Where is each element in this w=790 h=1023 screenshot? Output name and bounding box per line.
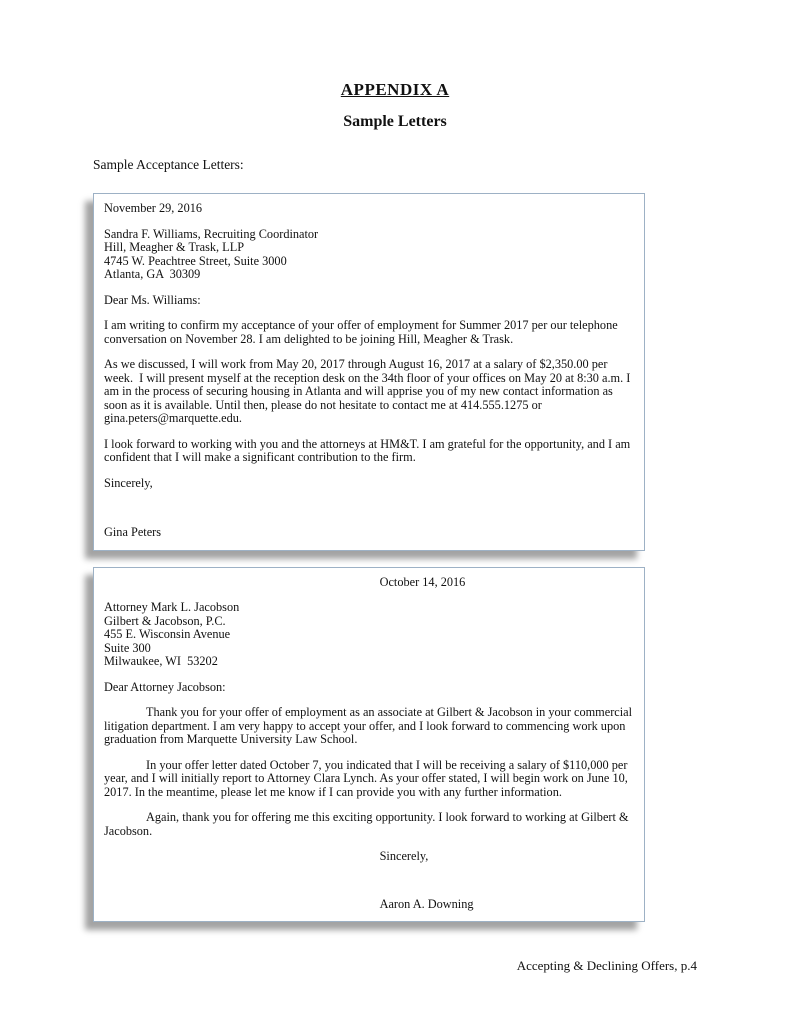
letter2-date: October 14, 2016 — [379, 574, 466, 589]
letter2-paragraph: Thank you for your offer of employment as an associate at Gilbert & Jacobson in your commercial litigation department. I am very happy to accept your offer, and I look forward to commencing work upon graduation from Marquette University Law School. — [104, 705, 636, 746]
letter1-closing: Sincerely, — [104, 475, 153, 490]
acceptance-letter-1 — [93, 193, 645, 551]
letter2-address-line: Milwaukee, WI 53202 — [104, 654, 218, 668]
letter2-address-line: 455 E. Wisconsin Avenue — [104, 627, 231, 641]
section-label: Sample Acceptance Letters: — [93, 157, 244, 172]
letter1-address-line: 4745 W. Peachtree Street, Suite 3000 — [104, 253, 287, 268]
letter1-salutation: Dear Ms. Williams: — [104, 292, 201, 307]
letter1-paragraph: I am writing to confirm my acceptance of your offer of employment for Summer 2017 per our telephone conversation on November 28. I am delighted to be joining Hill, Meagher & Trask. — [104, 318, 621, 346]
letter2-closing: Sincerely, — [379, 849, 429, 863]
letter2-address-block — [104, 601, 634, 669]
letter2-address-line: Gilbert & Jacobson, P.C. — [104, 613, 226, 628]
letter1-address-line: Hill, Meagher & Trask, LLP — [104, 240, 245, 254]
letter1-address-line: Sandra F. Williams, Recruiting Coordinator — [104, 226, 319, 241]
letter1-address-block — [104, 228, 634, 282]
letter2-signature: Aaron A. Downing — [379, 896, 474, 911]
acceptance-letter-2 — [93, 567, 645, 923]
page-footer: Accepting & Declining Offers, p.4 — [516, 958, 697, 973]
letter1-signature: Gina Peters — [104, 525, 162, 539]
letter2-salutation: Dear Attorney Jacobson: — [104, 679, 226, 694]
letter1-date: November 29, 2016 — [104, 201, 203, 215]
letter2-paragraph: In your offer letter dated October 7, you indicated that I will be receiving a salary of $110,000 per year, and I will initially report to Attorney Clara Lynch. As your offer stated, I will begin work on June 10, 2017. In the meantime, please let me know if I can provide you with any further information. — [104, 757, 631, 799]
appendix-title: APPENDIX A — [340, 80, 450, 99]
letter2-address-line: Suite 300 — [104, 640, 151, 655]
letter1-paragraph: I look forward to working with you and the attorneys at HM&T. I am grateful for the opportunity, and I am confident that I will make a significant contribution to the firm. — [104, 436, 634, 464]
page-subtitle: Sample Letters — [343, 113, 447, 130]
letter1-paragraph: As we discussed, I will work from May 20, 2017 through August 16, 2017 at a salary of $2,350.00 per week. I will present myself at the reception desk on the 34th floor of your offices on May 20 at 8:30 a.m. I am in the process of securing housing in Atlanta and will apprise you of my new contact information as soon as it is available. Until then, please do not hesitate to contact me at 414.555.1275 or gina.peters@marquette.edu. — [104, 357, 634, 425]
letter2-address-line: Attorney Mark L. Jacobson — [104, 600, 240, 614]
letter1-address-line: Atlanta, GA 30309 — [104, 267, 201, 281]
letter2-paragraph: Again, thank you for offering me this exciting opportunity. I look forward to working at Gilbert & Jacobson. — [104, 810, 632, 838]
